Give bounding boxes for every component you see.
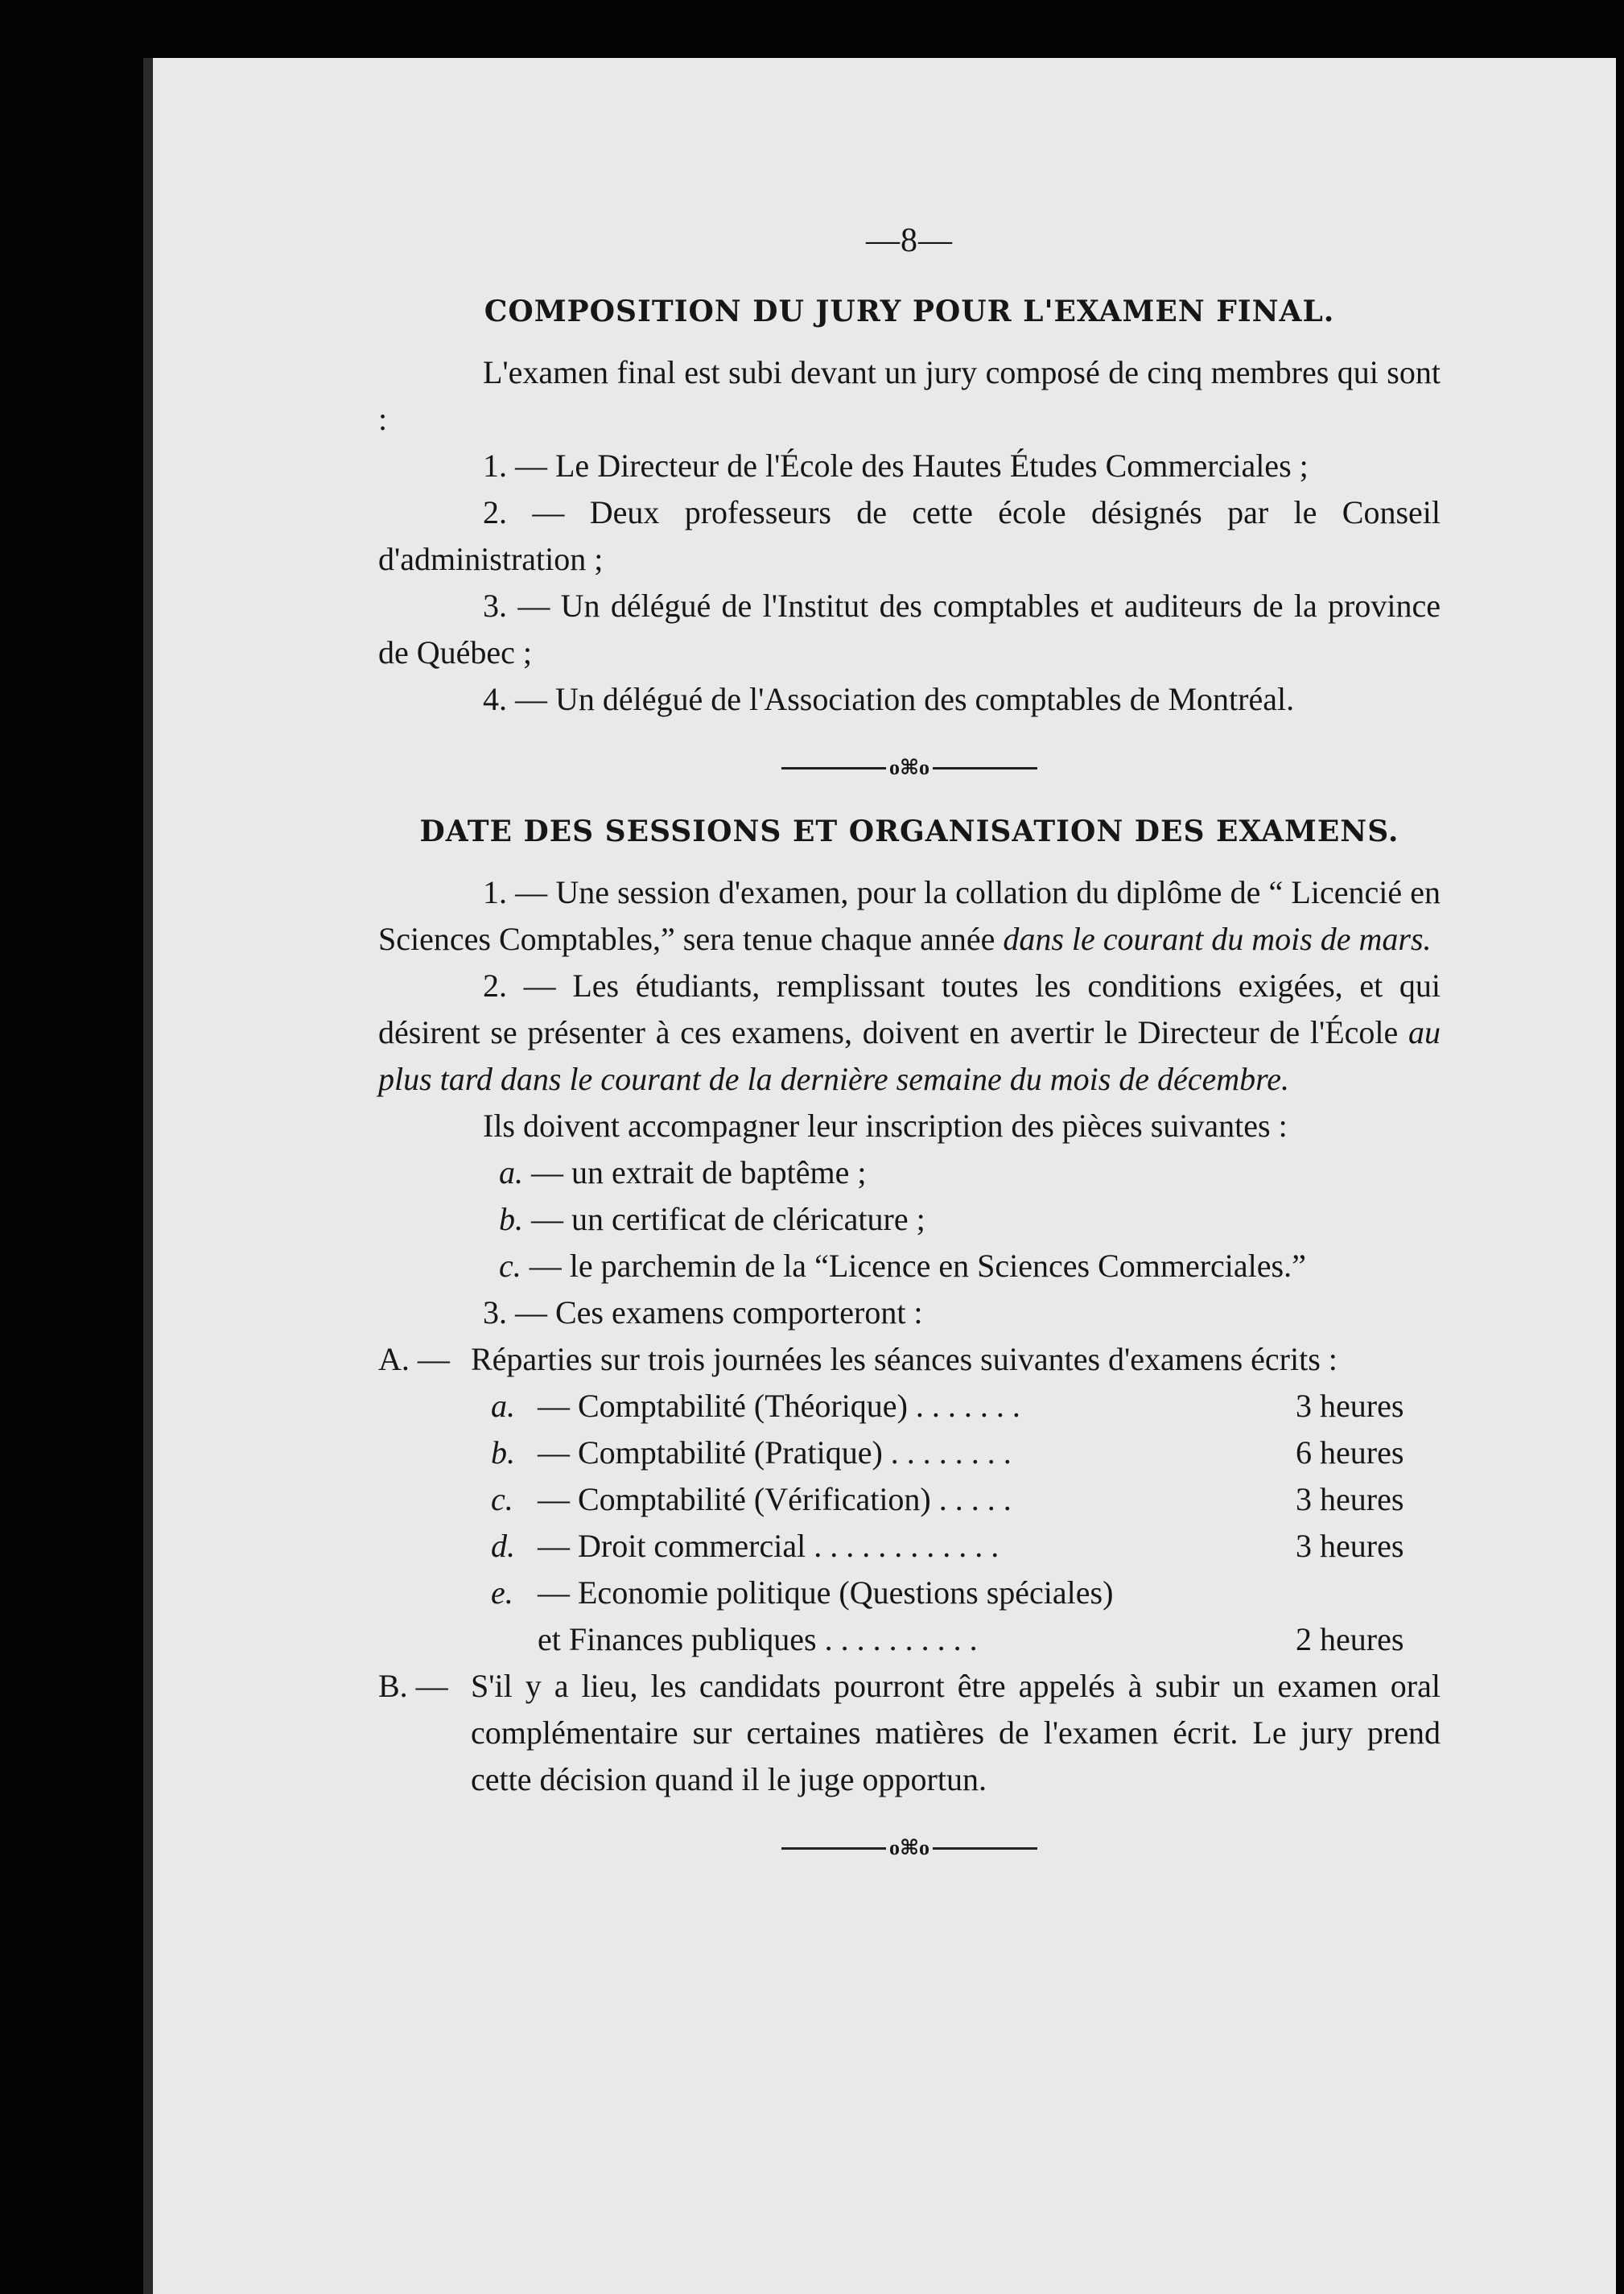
part-b: [378, 1663, 1441, 1803]
jury-item-2: 2. — Deux professeurs de cette école désignés par le Conseil d'administration ;: [378, 494, 1441, 577]
exam-row: b. — Comptabilité (Pratique) . . . . . . . . 6 heures: [491, 1434, 1404, 1471]
part-a: [378, 1336, 1441, 1383]
exam-list: [378, 1383, 1441, 1663]
session-paragraph-1: 1. — Une session d'examen, pour la collation du diplôme de “ Licencié en Sciences Comptables,” sera tenue chaque année dans le courant du mois de mars.: [378, 874, 1441, 958]
session-paragraph-2: 2. — Les étudiants, remplissant toutes les conditions exigées, et qui désirent se présenter à ces examens, doivent en avertir le Directeur de l'École au plus tard dans le courant de la dernière semaine du mois de décembre.: [378, 968, 1441, 1098]
session-paragraph-3: Ils doivent accompagner leur inscription des pièces suivantes :: [483, 1108, 1288, 1145]
separator-ornament: o⌘o: [378, 750, 1441, 784]
page-number: —8—: [866, 222, 953, 259]
piece-c: c. — le parchemin de la “Licence en Sciences Commerciales.”: [499, 1248, 1306, 1285]
exam-row: e. — Economie politique (Questions spéciales): [491, 1574, 1114, 1611]
section1-title: COMPOSITION DU JURY POUR L'EXAMEN FINAL.: [484, 295, 1335, 328]
part-a-label: A. —: [378, 1341, 450, 1378]
exam-row: d. — Droit commercial . . . . . . . . . . . . 3 heures: [491, 1528, 1404, 1565]
exam-row-continued: et Finances publiques . . . . . . . . . . 2 heures: [538, 1621, 1404, 1658]
exam-row: a. — Comptabilité (Théorique) . . . . . . . 3 heures: [491, 1388, 1404, 1425]
part-b-text: S'il y a lieu, les candidats pourront être appelés à subir un examen oral complémentaire sur certaines matières de l'examen écrit. Le jury prend cette décision quand il le juge opportun.: [471, 1668, 1441, 1798]
section2-title: DATE DES SESSIONS ET ORGANISATION DES EXAMENS.: [419, 815, 1399, 849]
jury-item-3: 3. — Un délégué de l'Institut des comptables et auditeurs de la province de Québec ;: [378, 588, 1441, 670]
jury-item-4: 4. — Un délégué de l'Association des comptables de Montréal.: [483, 681, 1295, 717]
exam-row: c. — Comptabilité (Vérification) . . . . . 3 heures: [491, 1481, 1404, 1518]
part-b-label: B. —: [378, 1668, 448, 1705]
part-a-text: Réparties sur trois journées les séances suivantes d'examens écrits :: [471, 1341, 1338, 1378]
session-paragraph-4: 3. — Ces examens comporteront :: [483, 1294, 923, 1331]
jury-item-1: 1. — Le Directeur de l'École des Hautes Études Commerciales ;: [483, 448, 1309, 484]
piece-b: b. — un certificat de cléricature ;: [499, 1201, 925, 1238]
piece-a: a. — un extrait de baptême ;: [499, 1154, 867, 1191]
document-page: [378, 217, 1441, 1888]
separator-ornament: o⌘o: [378, 1830, 1441, 1864]
section1-intro: L'examen final est subi devant un jury composé de cinq membres qui sont :: [378, 354, 1441, 437]
